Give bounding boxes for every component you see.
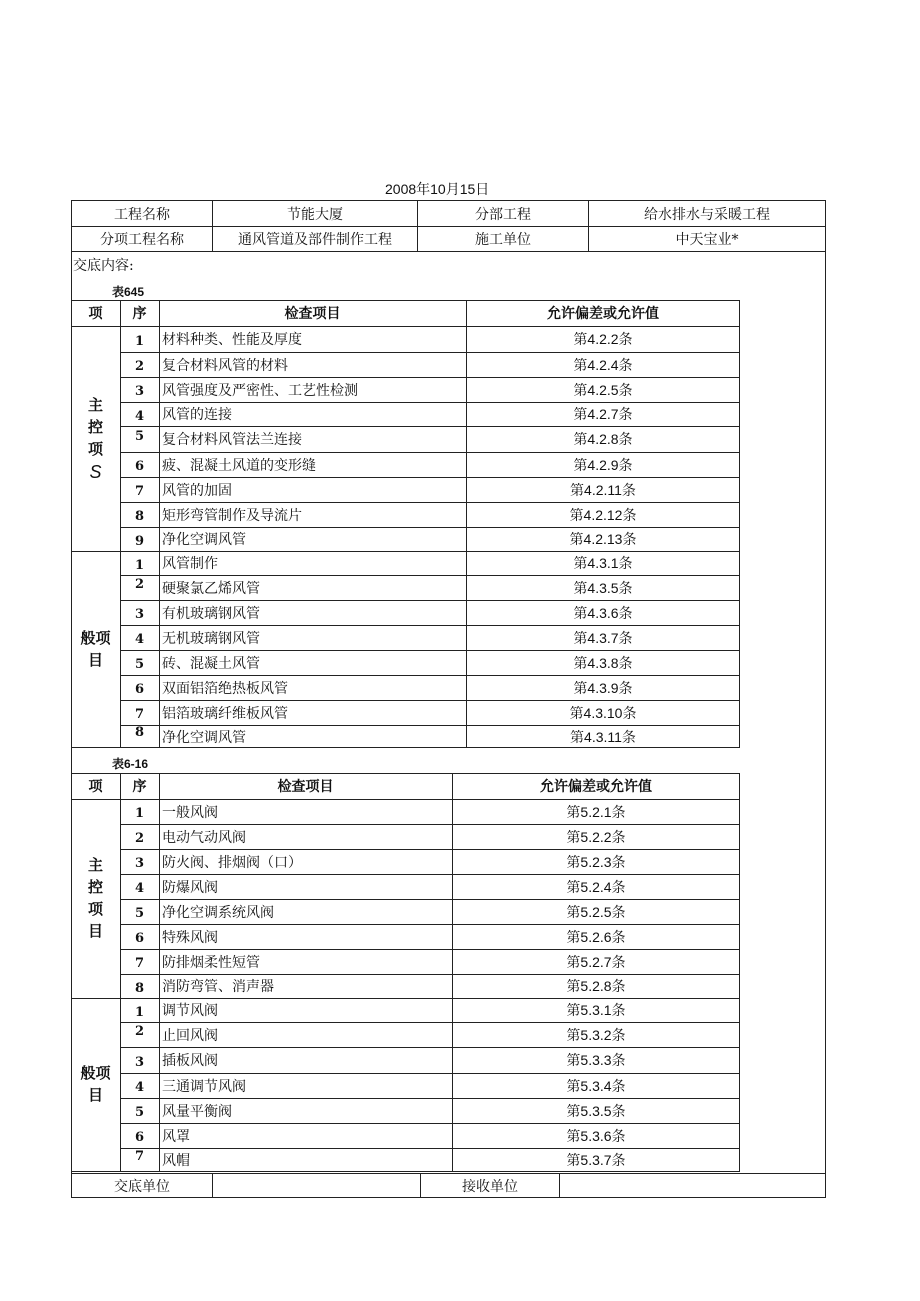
document-date: 2008年10月15日 <box>385 181 490 197</box>
group-main-char: 主 <box>87 856 103 874</box>
table2-group-general <box>71 998 120 1172</box>
allowed-value: 第5.2.1条 <box>566 803 626 820</box>
allowed-value: 第4.3.5条 <box>573 579 633 596</box>
content-label: 交底内容: <box>73 258 134 274</box>
check-item-name: 无机玻璃钢风管 <box>162 630 260 647</box>
seq-number: 6 <box>134 1130 145 1145</box>
group-general-char: 般项 <box>80 629 111 647</box>
group-main-char: 项 <box>87 440 103 458</box>
seq-number: 6 <box>134 931 145 946</box>
division-value: 给水排水与采暖工程 <box>644 206 770 223</box>
allowed-value: 第4.3.8条 <box>573 654 633 671</box>
allowed-value: 第5.2.3条 <box>566 853 626 870</box>
seq-number: 5 <box>134 906 145 921</box>
table1-col-item: 项 <box>88 305 103 321</box>
seq-number: 1 <box>134 557 145 573</box>
check-item-name: 风管的加固 <box>162 482 232 499</box>
seq-number: 7 <box>134 484 145 499</box>
seq-number: 2 <box>134 831 145 846</box>
table1-group-main <box>71 326 120 551</box>
check-item-name: 风帽 <box>162 1153 190 1169</box>
check-item-name: 净化空调风管 <box>162 532 246 548</box>
check-item-name: 特殊风阀 <box>162 929 218 946</box>
allowed-value: 第4.2.9条 <box>573 456 633 473</box>
allowed-value: 第4.2.8条 <box>573 431 633 447</box>
check-item-name: 风罩 <box>162 1128 190 1145</box>
seq-number: 4 <box>134 408 145 424</box>
group-main-char: 控 <box>87 878 103 896</box>
check-item-name: 调节风阀 <box>162 1003 218 1019</box>
check-item-name: 铝箔玻璃纤维板风管 <box>162 705 288 722</box>
seq-number: 4 <box>134 632 145 647</box>
group-main-char: 控 <box>87 418 103 436</box>
check-item-name: 风管制作 <box>162 556 218 572</box>
group-main-char: S <box>89 461 102 482</box>
check-item-name: 硬聚氯乙烯风管 <box>162 580 260 597</box>
seq-number: 5 <box>134 657 145 672</box>
seq-number: 1 <box>134 806 145 821</box>
seq-number: 3 <box>134 384 145 399</box>
seq-number: 5 <box>134 428 145 444</box>
allowed-value: 第4.3.1条 <box>573 555 633 571</box>
allowed-value: 第5.2.7条 <box>566 953 626 970</box>
allowed-value: 第5.3.2条 <box>566 1026 626 1043</box>
seq-number: 2 <box>134 359 145 374</box>
table2-col-check: 检查项目 <box>277 778 334 794</box>
table2-col-seq: 序 <box>132 778 147 794</box>
table2-vline-2 <box>159 773 160 1172</box>
allowed-value: 第5.2.6条 <box>566 928 626 945</box>
check-item-name: 疲、混凝土风道的变形缝 <box>162 457 316 474</box>
check-item-name: 双面铝箔绝热板风管 <box>162 680 288 697</box>
seq-number: 3 <box>134 607 145 622</box>
seq-number: 4 <box>134 881 145 896</box>
seq-number: 3 <box>134 1054 145 1070</box>
check-item-name: 防爆风阀 <box>162 879 218 896</box>
subitem-value: 通风管道及部件制作工程 <box>238 232 392 248</box>
project-name-value: 节能大厦 <box>287 206 343 223</box>
division-label: 分部工程 <box>475 206 531 223</box>
allowed-value: 第4.2.7条 <box>573 406 633 422</box>
allowed-value: 第4.2.13条 <box>569 531 637 547</box>
seq-number: 1 <box>134 1004 145 1020</box>
allowed-value: 第5.3.7条 <box>566 1152 626 1168</box>
table2-col-allow: 允许偏差或允许值 <box>540 778 652 794</box>
allowed-value: 第4.3.11条 <box>570 728 636 745</box>
check-item-name: 一般风阀 <box>162 804 218 821</box>
check-item-name: 防排烟柔性短管 <box>162 954 260 971</box>
seq-number: 7 <box>134 956 145 971</box>
seq-number: 8 <box>134 725 145 740</box>
allowed-value: 第4.2.5条 <box>573 381 633 398</box>
project-name-label: 工程名称 <box>114 206 170 223</box>
check-item-name: 砖、混凝土风管 <box>162 655 260 672</box>
seq-number: 6 <box>134 459 145 474</box>
group-main-char: 目 <box>87 922 103 940</box>
subitem-label: 分项工程名称 <box>100 232 184 248</box>
table1-label: 表645 <box>112 285 145 299</box>
contractor-value: 中天宝业* <box>675 232 739 248</box>
seq-number: 7 <box>134 707 145 722</box>
check-item-name: 复合材料风管的材料 <box>162 357 288 374</box>
check-item-name: 插板风阀 <box>162 1053 218 1069</box>
receiver-unit-label: 接收单位 <box>462 1179 518 1195</box>
check-item-name: 消防弯管、消声器 <box>162 979 274 995</box>
check-item-name: 三通调节风阀 <box>162 1078 246 1095</box>
allowed-value: 第5.2.2条 <box>566 828 626 845</box>
group-general-char: 目 <box>87 651 103 669</box>
handover-unit-value <box>213 1174 420 1198</box>
handover-unit-label: 交底单位 <box>114 1179 170 1195</box>
allowed-value: 第4.2.11条 <box>570 481 636 498</box>
check-item-name: 风量平衡阀 <box>162 1103 232 1120</box>
seq-number: 2 <box>134 577 145 592</box>
allowed-value: 第5.2.4条 <box>566 878 626 895</box>
seq-number: 2 <box>134 1024 145 1039</box>
check-item-name: 防火阀、排烟阀（口） <box>162 854 302 871</box>
check-item-name: 复合材料风管法兰连接 <box>162 432 302 448</box>
allowed-value: 第4.3.9条 <box>573 679 633 696</box>
contractor-label: 施工单位 <box>475 232 531 248</box>
table2-group-main <box>71 799 120 998</box>
check-item-name: 有机玻璃钢风管 <box>162 605 260 622</box>
group-general-char: 目 <box>87 1087 103 1104</box>
allowed-value: 第4.2.2条 <box>573 331 633 347</box>
table1-col-allow: 允许偏差或允许值 <box>547 305 659 321</box>
receiver-unit-value <box>560 1174 825 1198</box>
allowed-value: 第5.3.4条 <box>566 1077 626 1094</box>
allowed-value: 第5.2.8条 <box>566 978 626 994</box>
allowed-value: 第5.3.1条 <box>566 1002 626 1018</box>
allowed-value: 第5.3.3条 <box>566 1052 626 1068</box>
allowed-value: 第4.2.12条 <box>569 506 637 523</box>
seq-number: 4 <box>134 1080 145 1095</box>
allowed-value: 第5.3.5条 <box>566 1102 626 1119</box>
allowed-value: 第5.2.5条 <box>566 903 626 920</box>
table1-vline-2 <box>159 300 160 748</box>
seq-number: 7 <box>134 1148 145 1164</box>
check-item-name: 风管的连接 <box>162 407 232 423</box>
group-general-char: 般项 <box>80 1065 111 1082</box>
allowed-value: 第4.3.7条 <box>573 629 633 646</box>
check-item-name: 材料种类、性能及厚度 <box>162 332 302 348</box>
table2-col-item: 项 <box>88 778 103 794</box>
check-item-name: 净化空调风管 <box>162 729 246 746</box>
allowed-value: 第4.2.4条 <box>573 356 633 373</box>
check-item-name: 矩形弯管制作及导流片 <box>162 507 302 524</box>
check-item-name: 止回风阀 <box>162 1027 218 1044</box>
seq-number: 3 <box>134 856 145 871</box>
check-item-name: 电动气动风阀 <box>162 829 246 846</box>
allowed-value: 第4.3.6条 <box>573 604 633 621</box>
seq-number: 1 <box>134 333 145 349</box>
allowed-value: 第4.3.10条 <box>569 704 637 721</box>
check-item-name: 风管强度及严密性、工艺性检测 <box>162 382 358 399</box>
header-divider-2 <box>71 251 826 252</box>
table2-label: 表6-16 <box>112 757 149 771</box>
table1-col-seq: 序 <box>132 305 147 321</box>
check-item-name: 净化空调系统风阀 <box>162 904 274 921</box>
group-main-char: 主 <box>87 396 103 414</box>
seq-number: 6 <box>134 682 145 697</box>
seq-number: 9 <box>134 533 145 549</box>
seq-number: 8 <box>134 980 145 996</box>
group-main-char: 项 <box>87 900 103 918</box>
table1-group-general <box>71 551 120 748</box>
allowed-value: 第5.3.6条 <box>566 1127 626 1144</box>
table1-col-check: 检查项目 <box>284 305 341 321</box>
seq-number: 5 <box>134 1105 145 1120</box>
seq-number: 8 <box>134 509 145 524</box>
